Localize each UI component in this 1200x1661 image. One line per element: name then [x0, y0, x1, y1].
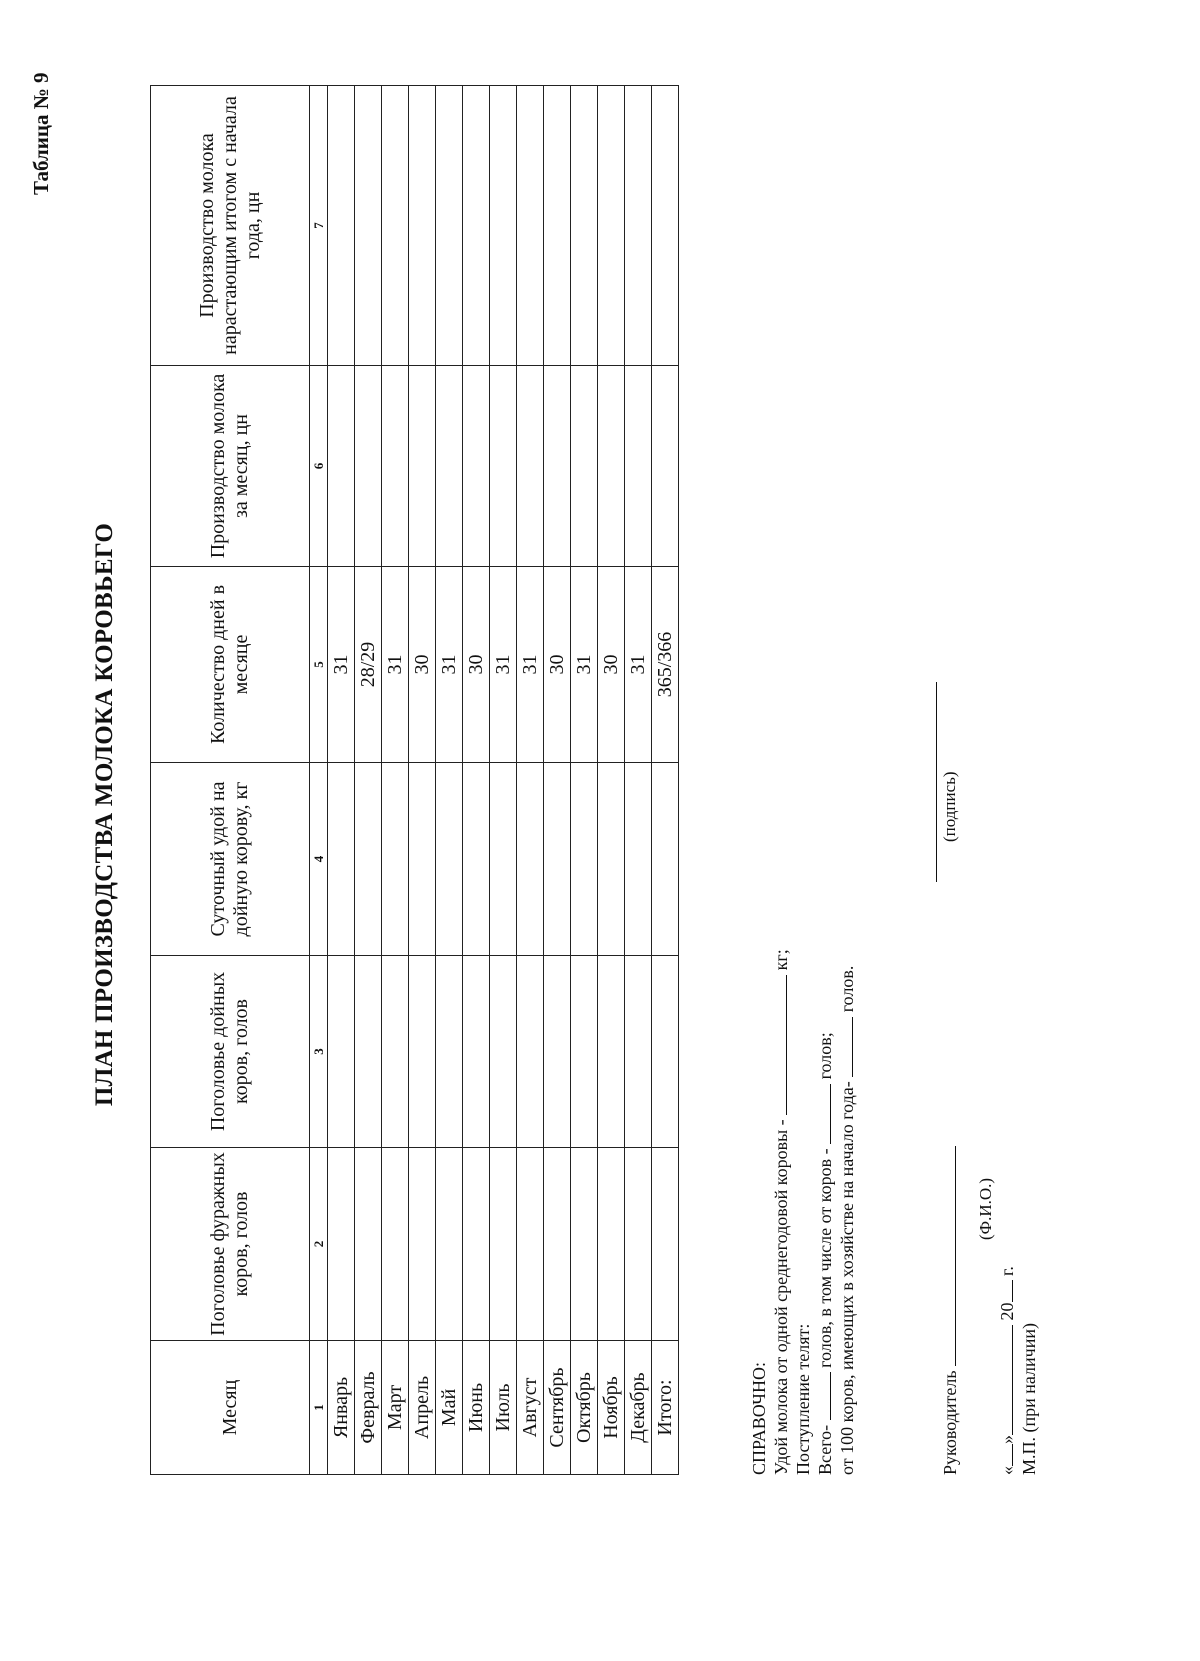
- empty-value-cell[interactable]: [409, 1148, 436, 1341]
- header-days: Количество дней в месяце: [151, 567, 310, 763]
- empty-value-cell[interactable]: [409, 956, 436, 1148]
- column-number: 3: [310, 956, 328, 1148]
- empty-value-cell[interactable]: [328, 366, 355, 567]
- empty-value-cell[interactable]: [625, 956, 652, 1148]
- milk-production-table: [150, 85, 679, 1475]
- days-cell: 31: [436, 567, 463, 763]
- days-cell: 30: [544, 567, 571, 763]
- empty-value-cell[interactable]: [571, 86, 598, 366]
- year-prefix: 20: [997, 1302, 1017, 1321]
- header-dairy-cows: Поголовье дойных коров, голов: [151, 956, 310, 1148]
- empty-value-cell[interactable]: [409, 86, 436, 366]
- header-forage-cows: Поголовье фуражных коров, голов: [151, 1148, 310, 1341]
- empty-value-cell[interactable]: [436, 956, 463, 1148]
- table-row: [625, 86, 652, 1475]
- header-monthly-production: Производство молока за месяц, цн: [151, 366, 310, 567]
- empty-value-cell[interactable]: [544, 366, 571, 567]
- empty-value-cell[interactable]: [544, 956, 571, 1148]
- empty-value-cell[interactable]: [436, 86, 463, 366]
- column-number: 5: [310, 567, 328, 763]
- empty-value-cell[interactable]: [463, 1148, 490, 1341]
- per-100-unit: голов.: [837, 965, 857, 1013]
- empty-value-cell[interactable]: [625, 86, 652, 366]
- document-sheet: [23, 34, 1143, 1595]
- reference-block: [748, 949, 858, 1475]
- table-row: [463, 86, 490, 1475]
- empty-value-cell[interactable]: [571, 763, 598, 956]
- empty-value-cell[interactable]: [598, 1148, 625, 1341]
- empty-value-cell[interactable]: [355, 366, 382, 567]
- empty-value-cell[interactable]: [652, 763, 679, 956]
- year-blank[interactable]: [997, 1281, 1013, 1303]
- month-cell: Сентябрь: [544, 1341, 571, 1475]
- days-cell: 365/366: [652, 567, 679, 763]
- month-cell: Март: [382, 1341, 409, 1475]
- head-line: [940, 1146, 961, 1475]
- yield-label: Удой молока от одной среднегодовой коровы -: [771, 1119, 791, 1475]
- date-quote-open: «: [997, 1466, 1017, 1475]
- empty-value-cell[interactable]: [598, 366, 625, 567]
- month-cell: Ноябрь: [598, 1341, 625, 1475]
- table-row: [598, 86, 625, 1475]
- stamp-label: М.П. (при наличии): [1019, 1323, 1039, 1475]
- empty-value-cell[interactable]: [382, 1148, 409, 1341]
- calves-heading: Поступление телят:: [793, 1323, 813, 1475]
- total-label: Всего-: [815, 1424, 835, 1475]
- empty-value-cell[interactable]: [463, 366, 490, 567]
- table-row: [355, 86, 382, 1475]
- days-cell: 30: [463, 567, 490, 763]
- table-row: [517, 86, 544, 1475]
- empty-value-cell[interactable]: [625, 763, 652, 956]
- table-row: [436, 86, 463, 1475]
- table-number: Таблица № 9: [29, 72, 53, 195]
- month-blank[interactable]: [997, 1325, 1013, 1435]
- empty-value-cell[interactable]: [490, 763, 517, 956]
- head-label: Руководитель: [940, 1370, 960, 1475]
- empty-value-cell[interactable]: [517, 956, 544, 1148]
- empty-value-cell[interactable]: [571, 366, 598, 567]
- days-cell: 31: [571, 567, 598, 763]
- per-100-line: [836, 949, 858, 1475]
- date-quote-close: »: [997, 1435, 1017, 1444]
- empty-value-cell[interactable]: [409, 763, 436, 956]
- reference-heading: СПРАВОЧНО:: [749, 1362, 769, 1475]
- empty-value-cell[interactable]: [598, 956, 625, 1148]
- per-100-blank[interactable]: [837, 1017, 853, 1077]
- empty-value-cell[interactable]: [490, 86, 517, 366]
- signature-caption: (подпись): [940, 771, 959, 842]
- days-cell: 31: [490, 567, 517, 763]
- empty-value-cell[interactable]: [409, 366, 436, 567]
- table-row: [490, 86, 517, 1475]
- empty-value-cell[interactable]: [544, 1148, 571, 1341]
- days-cell: 31: [328, 567, 355, 763]
- page-title: ПЛАН ПРОИЗВОДСТВА МОЛОКА КОРОВЬЕГО: [91, 522, 118, 1107]
- table-row: [409, 86, 436, 1475]
- empty-value-cell[interactable]: [544, 86, 571, 366]
- per-100-label: от 100 коров, имеющих в хозяйстве на начало года-: [837, 1081, 857, 1475]
- header-cumulative-production: Производство молока нарастающим итогом с начала года, цн: [151, 86, 310, 366]
- empty-value-cell[interactable]: [436, 366, 463, 567]
- month-cell: Январь: [328, 1341, 355, 1475]
- month-cell: Декабрь: [625, 1341, 652, 1475]
- header-month: Месяц: [151, 1341, 310, 1475]
- empty-value-cell[interactable]: [463, 86, 490, 366]
- header-daily-yield: Суточный удой на дойную корову, кг: [151, 763, 310, 956]
- empty-value-cell[interactable]: [652, 956, 679, 1148]
- table-row: [328, 86, 355, 1475]
- empty-value-cell[interactable]: [328, 956, 355, 1148]
- empty-value-cell[interactable]: [517, 1148, 544, 1341]
- days-cell: 31: [382, 567, 409, 763]
- empty-value-cell[interactable]: [382, 366, 409, 567]
- empty-value-cell[interactable]: [328, 86, 355, 366]
- empty-value-cell[interactable]: [544, 763, 571, 956]
- column-number: 4: [310, 763, 328, 956]
- table-row: [544, 86, 571, 1475]
- empty-value-cell[interactable]: [355, 956, 382, 1148]
- empty-value-cell[interactable]: [490, 1148, 517, 1341]
- month-cell: Июль: [490, 1341, 517, 1475]
- day-blank[interactable]: [997, 1444, 1013, 1466]
- empty-value-cell[interactable]: [355, 86, 382, 366]
- empty-value-cell[interactable]: [571, 956, 598, 1148]
- empty-value-cell[interactable]: [355, 1148, 382, 1341]
- column-number: 6: [310, 366, 328, 567]
- table-row: [652, 86, 679, 1475]
- empty-value-cell[interactable]: [652, 86, 679, 366]
- empty-value-cell[interactable]: [463, 956, 490, 1148]
- empty-value-cell[interactable]: [517, 763, 544, 956]
- empty-value-cell[interactable]: [436, 763, 463, 956]
- empty-value-cell[interactable]: [652, 1148, 679, 1341]
- empty-value-cell[interactable]: [517, 366, 544, 567]
- total-middle-label: голов, в том числе от коров -: [815, 1148, 835, 1368]
- empty-value-cell[interactable]: [625, 366, 652, 567]
- yield-line: [770, 949, 792, 1475]
- header-row: [151, 86, 310, 1475]
- month-cell: Апрель: [409, 1341, 436, 1475]
- empty-value-cell[interactable]: [598, 86, 625, 366]
- date-line: [997, 1266, 1018, 1475]
- month-cell: Август: [517, 1341, 544, 1475]
- days-cell: 28/29: [355, 567, 382, 763]
- empty-value-cell[interactable]: [625, 1148, 652, 1341]
- empty-value-cell[interactable]: [382, 956, 409, 1148]
- column-number: 2: [310, 1148, 328, 1341]
- column-number: 1: [310, 1341, 328, 1475]
- month-cell: Май: [436, 1341, 463, 1475]
- empty-value-cell[interactable]: [490, 956, 517, 1148]
- month-cell: Итого:: [652, 1341, 679, 1475]
- signature-blank[interactable]: [936, 682, 937, 882]
- yield-unit: кг;: [771, 949, 791, 971]
- empty-value-cell[interactable]: [328, 763, 355, 956]
- from-cows-blank[interactable]: [815, 1084, 831, 1144]
- total-blank[interactable]: [815, 1372, 831, 1420]
- empty-value-cell[interactable]: [382, 86, 409, 366]
- empty-value-cell[interactable]: [490, 366, 517, 567]
- empty-value-cell[interactable]: [328, 1148, 355, 1341]
- empty-value-cell[interactable]: [571, 1148, 598, 1341]
- empty-value-cell[interactable]: [355, 763, 382, 956]
- month-cell: Июнь: [463, 1341, 490, 1475]
- month-cell: Октябрь: [571, 1341, 598, 1475]
- year-suffix: г.: [997, 1266, 1017, 1276]
- days-cell: 30: [409, 567, 436, 763]
- empty-value-cell[interactable]: [436, 1148, 463, 1341]
- days-cell: 30: [598, 567, 625, 763]
- empty-value-cell[interactable]: [598, 763, 625, 956]
- empty-value-cell[interactable]: [652, 366, 679, 567]
- column-number: 7: [310, 86, 328, 366]
- fio-caption: (Ф.И.О.): [976, 1177, 995, 1240]
- empty-value-cell[interactable]: [382, 763, 409, 956]
- days-cell: 31: [517, 567, 544, 763]
- empty-value-cell[interactable]: [517, 86, 544, 366]
- table-row: [571, 86, 598, 1475]
- empty-value-cell[interactable]: [463, 763, 490, 956]
- head-name-blank[interactable]: [940, 1146, 956, 1366]
- calves-total-line: [814, 949, 836, 1475]
- month-cell: Февраль: [355, 1341, 382, 1475]
- column-number-row: [310, 86, 328, 1475]
- yield-blank[interactable]: [771, 975, 787, 1115]
- total-unit: голов;: [815, 1032, 835, 1080]
- table-row: [382, 86, 409, 1475]
- days-cell: 31: [625, 567, 652, 763]
